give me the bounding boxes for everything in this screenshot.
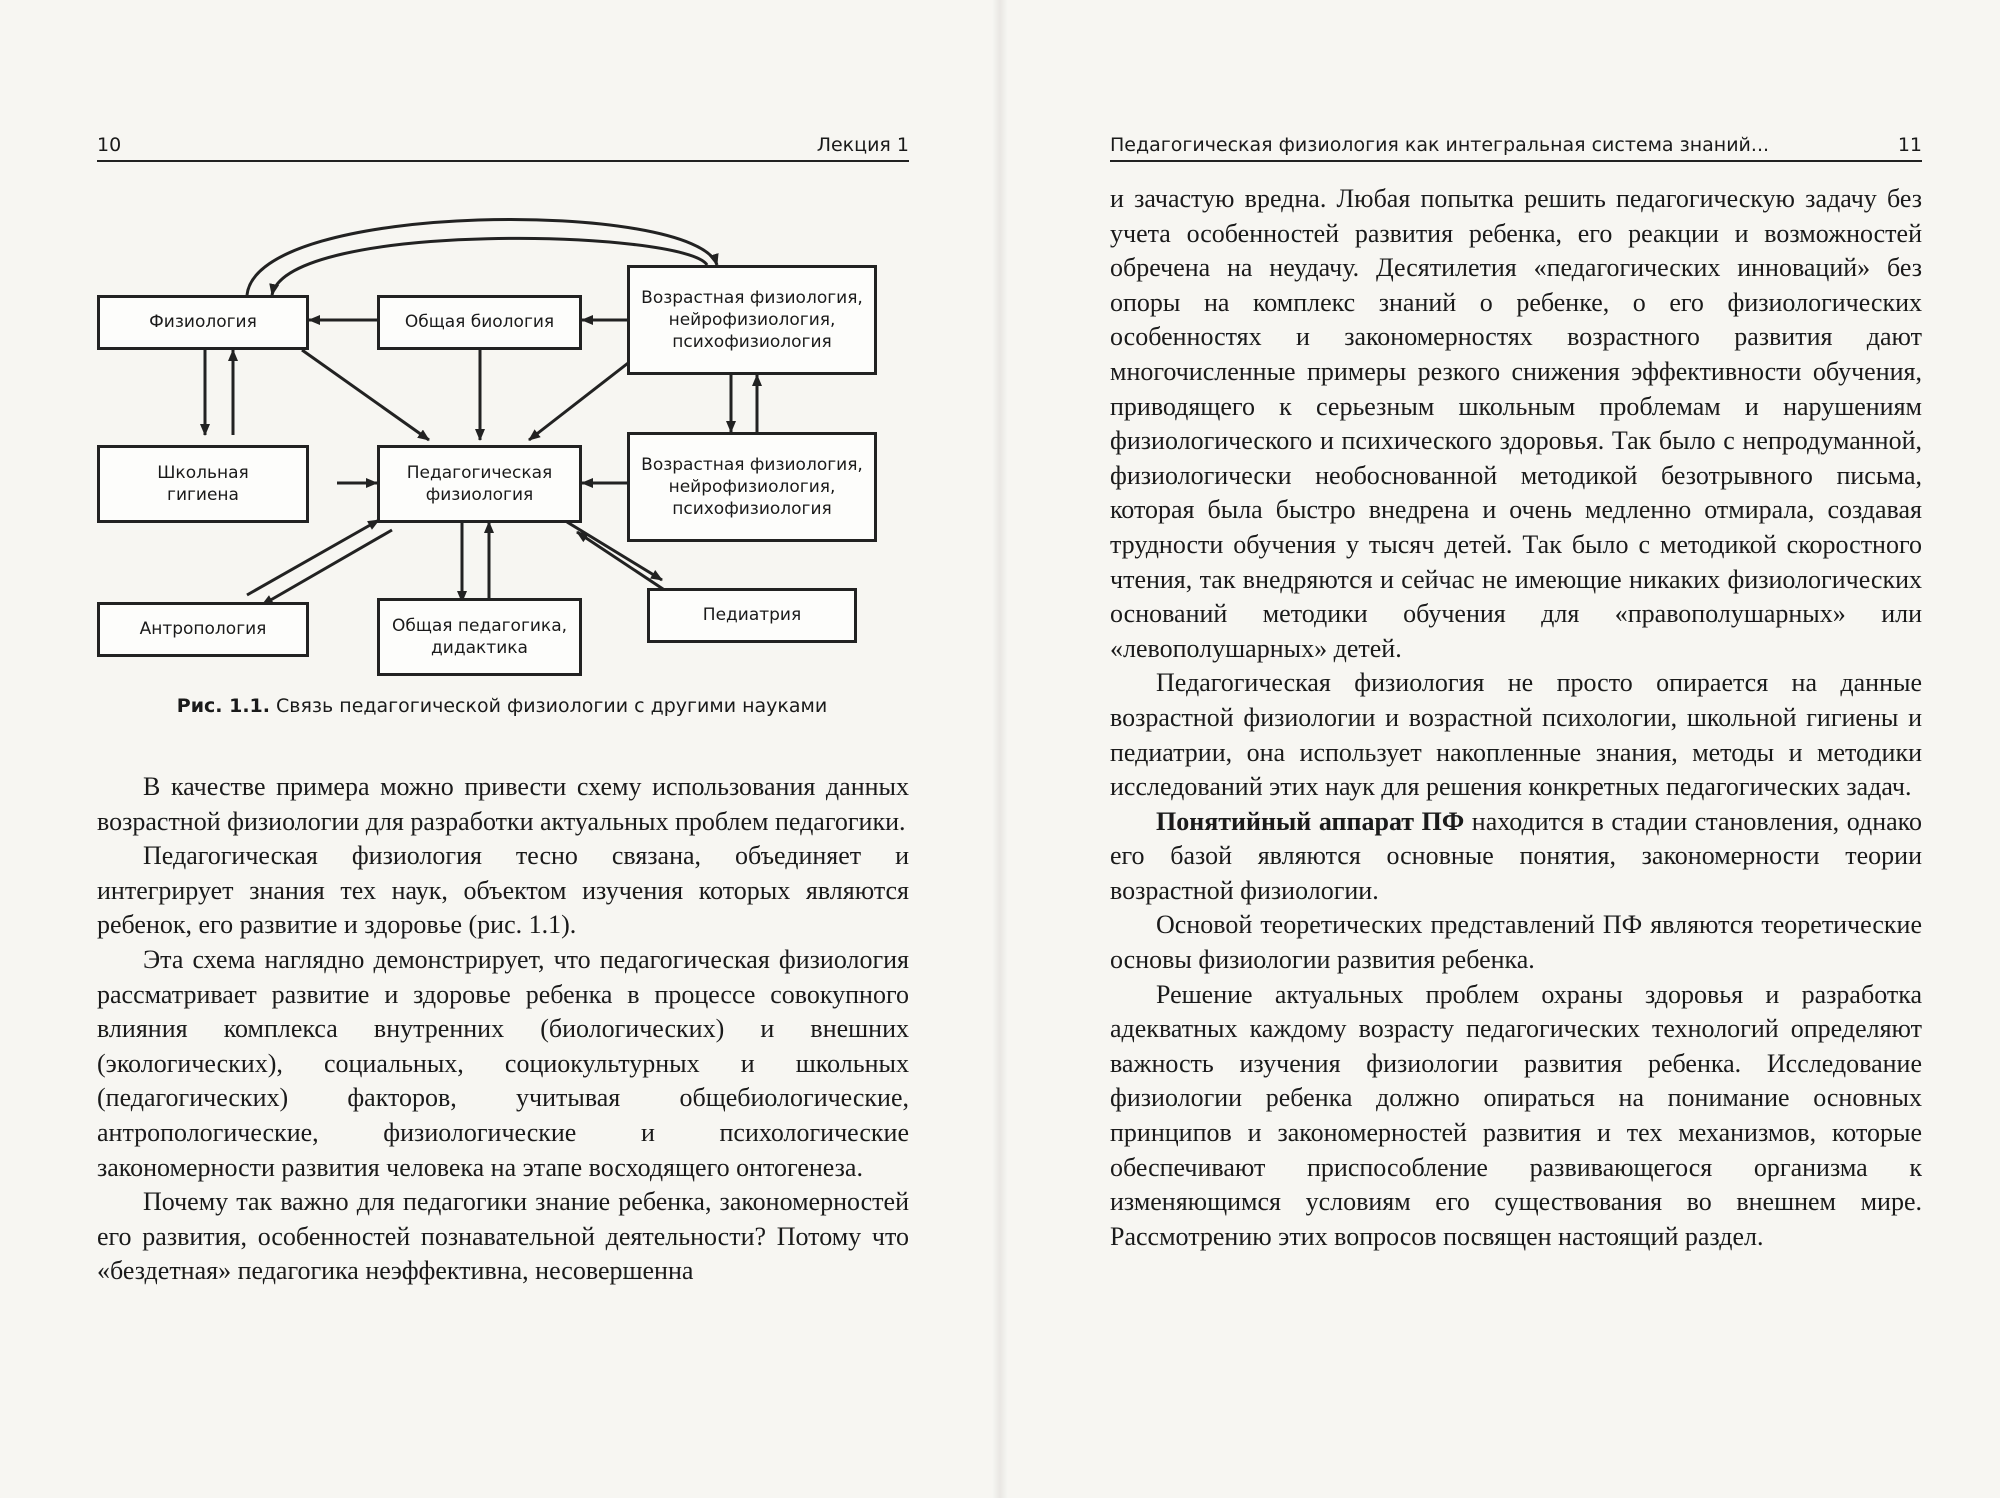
concept-rest: находится в стадии становления, однако его базой являются основные понятия, закономерности теории возрастной физиологии. <box>1110 806 1922 905</box>
box-pedagogical-physiology: Педагогическая физиология <box>377 445 582 523</box>
left-running-head <box>97 128 909 162</box>
arrow-anthropology-to-pedagogical <box>247 520 379 595</box>
paragraph-concept <box>1110 805 1922 909</box>
left-running-title: Лекция 1 <box>816 134 909 156</box>
paragraph: Педагогическая физиология не просто опирается на данные возрастной физиологии и возрастной психологии, школьной гигиены и педиатрии, она использует накопленные знания, методы и методики исследований этих наук для решения конкретных педагогических задач. <box>1110 668 1922 802</box>
right-body-text <box>1110 182 1922 1254</box>
box-anthropology: Антропология <box>97 602 309 657</box>
left-page-number: 10 <box>97 134 122 156</box>
box-school-hygiene: Школьная гигиена <box>97 445 309 523</box>
paragraph: В качестве примера можно привести схему использования данных возрастной физиологии для разработки актуальных проблем педагогики. <box>97 772 909 836</box>
right-running-title: Педагогическая физиология как интегральная система знаний... <box>1110 134 1770 156</box>
figure-caption <box>97 695 907 717</box>
paragraph: Педагогическая физиология тесно связана, объединяет и интегрирует знания тех наук, объектом изучения которых являются ребенок, его развитие и здоровье (рис. 1.1). <box>97 841 909 940</box>
right-running-head <box>1110 128 1922 162</box>
paragraph: и зачастую вредна. Любая попытка решить педагогическую задачу без учета особенностей развития ребенка, его реакции и возможностей обречена на неудачу. Десятилетия «педагогических инноваций» без опоры на комплекс знаний о ребенке, о его физиологических особенностях и закономерностях возрастного развития дают многочисленные примеры резкого снижения эффективности обучения, приводящего к серьезным школьным проблемам и нарушениям физиологического и психического здоровья. Так было с непродуманной, физиологически необоснованной методикой безотрывного письма, которая была быстро внедрена и очень медленно отмирала, создавая трудности обучения у тысяч детей. Так было с методикой скоростного чтения, так внедряются и сейчас не имеющие никаких физиологических оснований методики обучения для «правополушарных» или «левополушарных» детей. <box>1110 184 1922 663</box>
left-body-text <box>97 770 909 1289</box>
right-page <box>1000 0 2000 1498</box>
figure-diagram <box>97 210 897 680</box>
paragraph: Эта схема наглядно демонстрирует, что педагогическая физиология рассматривает развитие и здоровье ребенка в процессе совокупного влияния комплекса внутренних (биологических) и внешних (экологических), социальных, социокультурных и школьных (педагогических) факторов, учитывая общебиологические, антропологические, физиологические и психологические закономерности развития человека на этапе восходящего онтогенеза. <box>97 944 909 1182</box>
paragraph: Решение актуальных проблем охраны здоровья и разработка адекватных каждому возрасту педагогических технологий определяют важность изучения физиологии развития ребенка. Исследование физиологии ребенка должно опираться на понимание основных принципов и закономерностей развития и тех механизмов, которые обеспечивают приспособление развивающегося организма к изменяющимся условиям его существования во внешнем мире. Рассмотрению этих вопросов посвящен настоящий раздел. <box>1110 979 1922 1251</box>
arrow-physiology-to-pedagogical <box>302 350 429 440</box>
paragraph: Основой теоретических представлений ПФ являются теоретические основы физиологии развития ребенка. <box>1110 910 1922 975</box>
box-general-pedagogy: Общая педагогика, дидактика <box>377 598 582 676</box>
arrow-pedagogical-to-anthropology <box>262 530 392 605</box>
paragraph: Почему так важно для педагогики знание ребенка, закономерностей его развития, особенностей познавательной деятельности? Потому что «бездетная» педагогика неэффективна, несовершенна <box>97 1187 909 1286</box>
concept-term: Понятийный аппарат ПФ <box>1156 806 1465 836</box>
box-general-biology: Общая биология <box>377 295 582 350</box>
box-physiology: Физиология <box>97 295 309 350</box>
caption-label: Рис. 1.1. <box>176 695 270 717</box>
box-age-physiology-bottom: Возрастная физиология, нейрофизиология, психофизиология <box>627 432 877 542</box>
caption-text: Связь педагогической физиологии с другими науками <box>270 695 828 717</box>
right-page-number: 11 <box>1897 134 1922 156</box>
box-age-physiology-top: Возрастная физиология, нейрофизиология, психофизиология <box>627 265 877 375</box>
arrow-age-to-pedagogical <box>529 360 632 440</box>
box-pediatrics: Педиатрия <box>647 588 857 643</box>
